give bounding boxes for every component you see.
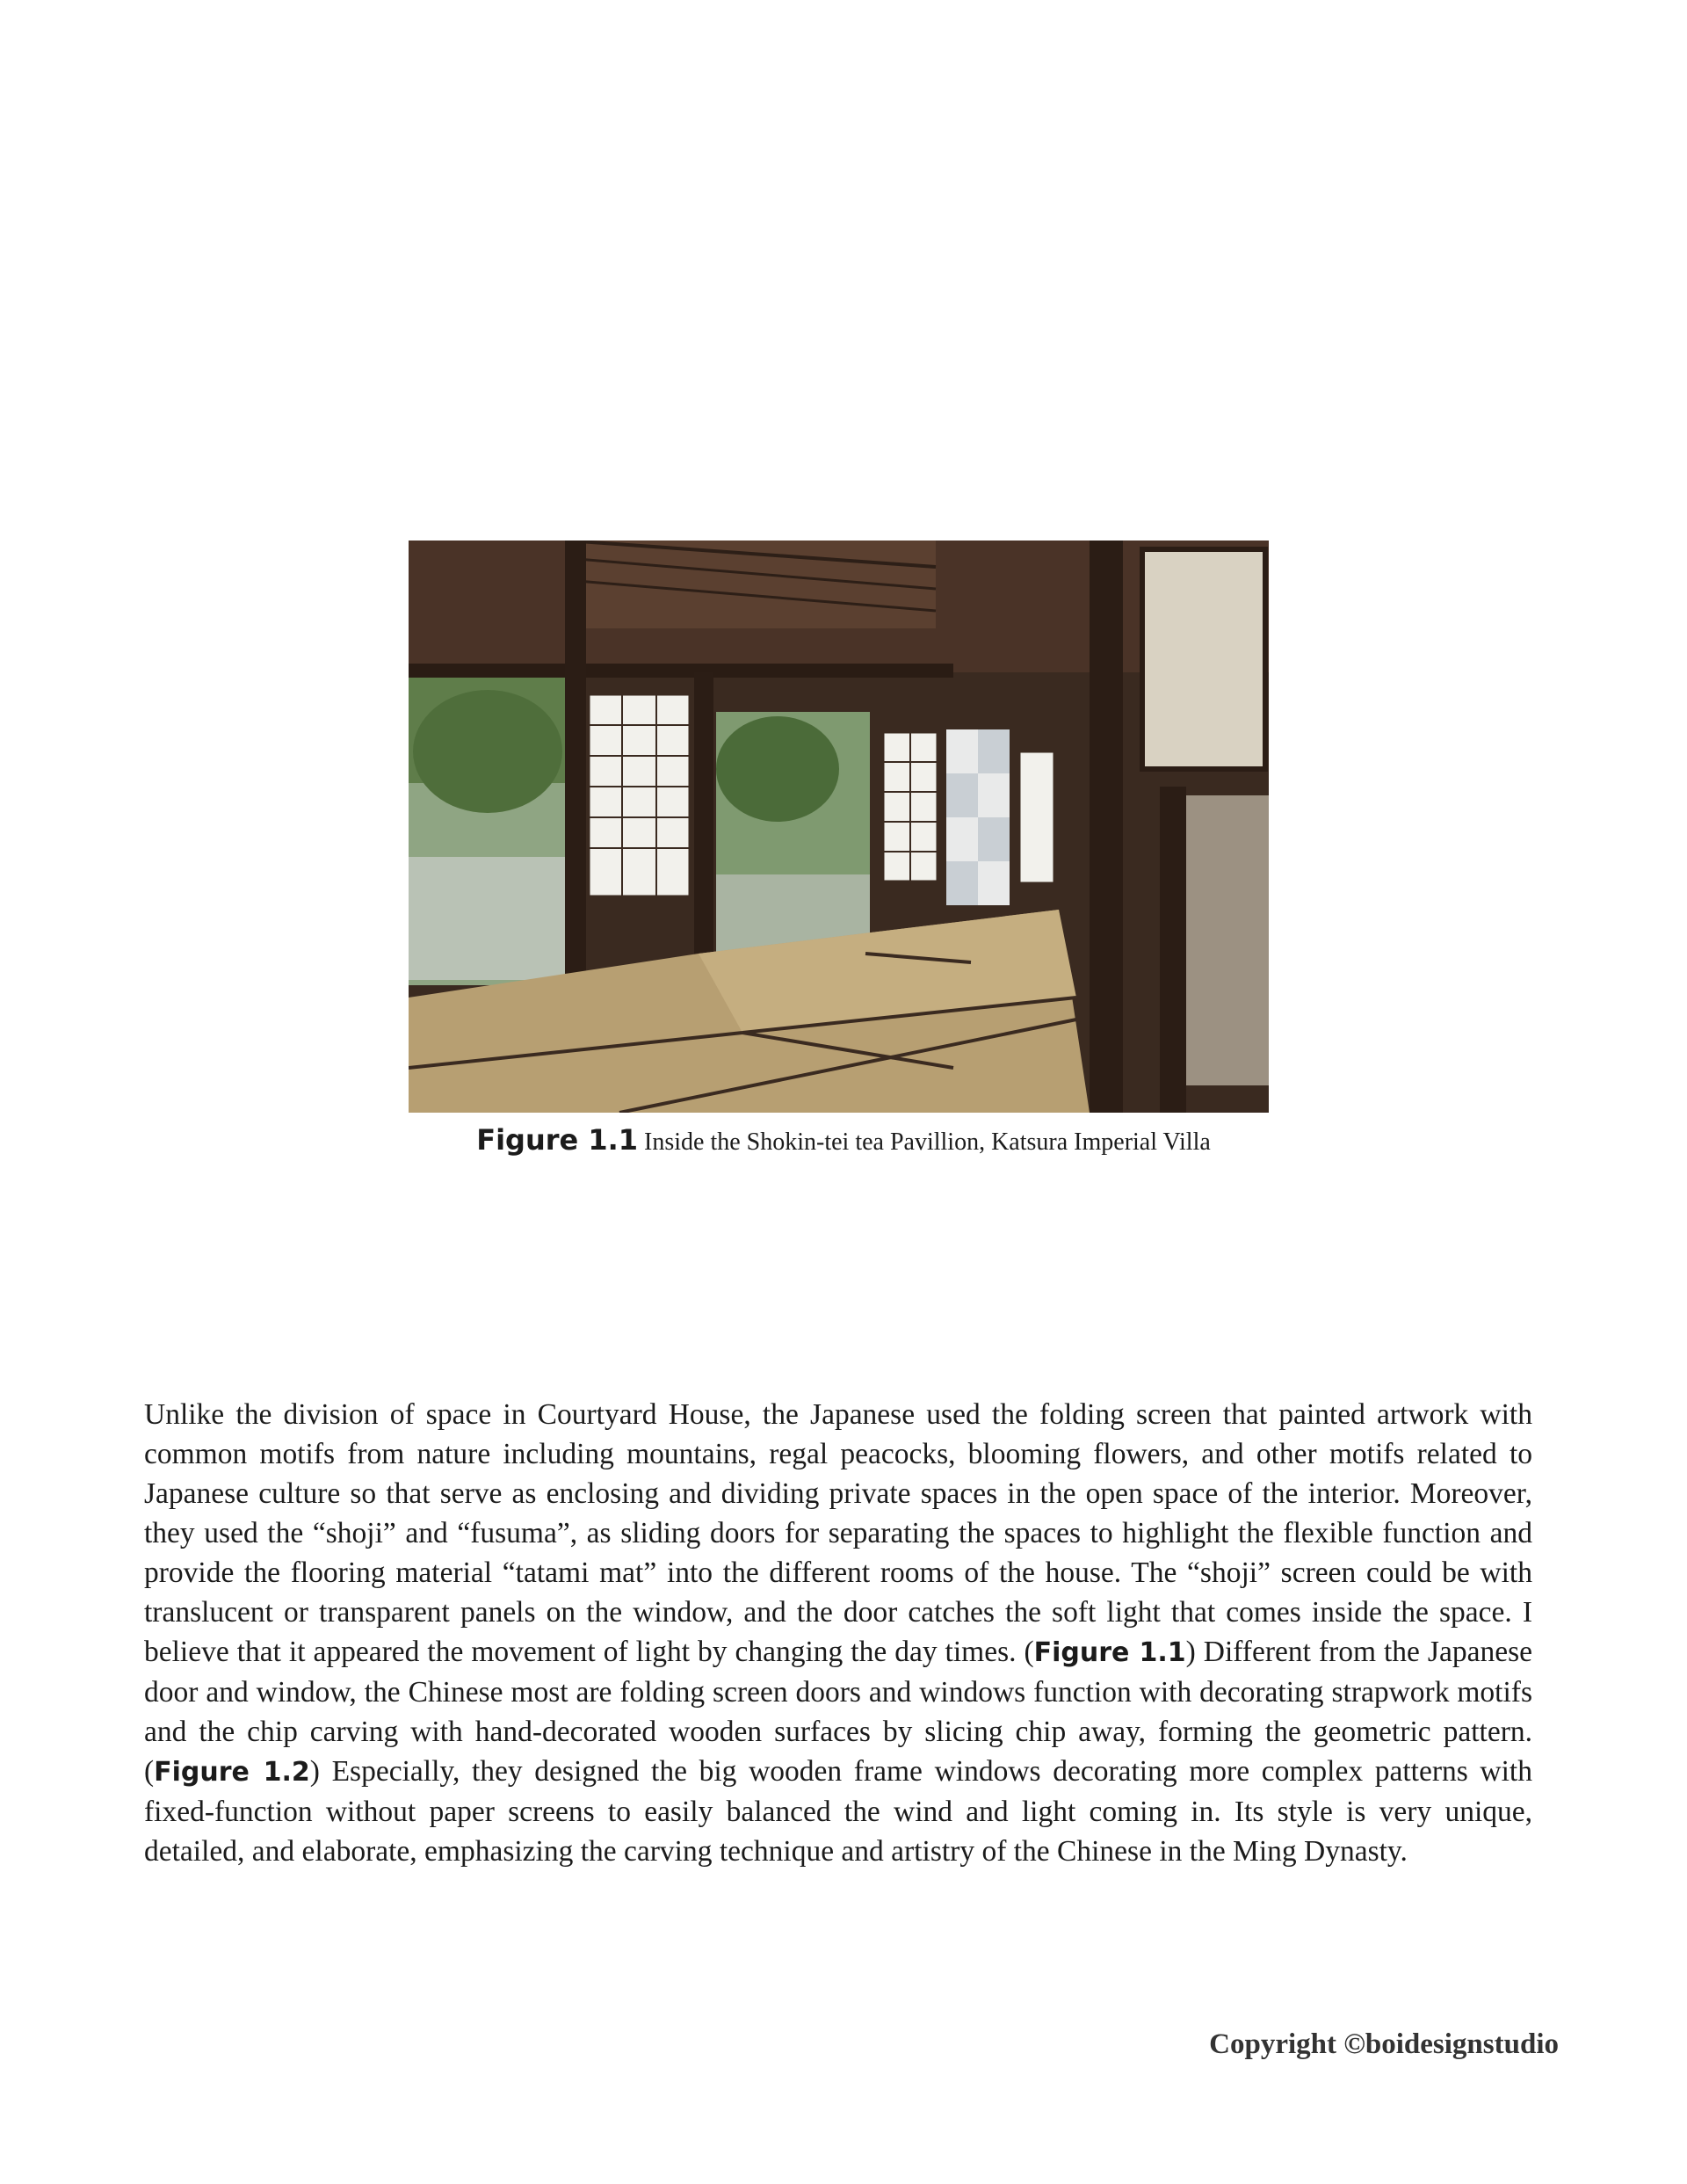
figure-reference-1: Figure 1.1 (1033, 1637, 1186, 1668)
body-text-part-2: ) Different from the Japanese door and window, the Chinese most are folding screen doors and windows function with decorating strapwork motifs and the chip carving with hand-decorated wooden surfaces by slicing chip away, forming the geometric pattern. ( (144, 1636, 1532, 1788)
figure-caption-text: Inside the Shokin-tei tea Pavillion, Katsura Imperial Villa (644, 1128, 1211, 1156)
body-text-part-1: Unlike the division of space in Courtyard House, the Japanese used the folding screen that painted artwork with common motifs from nature including mountains, regal peacocks, blooming flowers, and other motifs related to Japanese culture so that serve as enclosing and dividing private spaces in the open space of the interior. Moreover, they used the “shoji” and “fusuma”, as sliding doors for separating the spaces to highlight the flexible function and provide the flooring material “tatami mat” into the different rooms of the house. The “shoji” screen could be with translucent or transparent panels on the window, and the door catches the soft light that comes inside the space. I believe that it appeared the movement of light by changing the day times. ( (144, 1398, 1532, 1668)
figure-caption (0, 1123, 1687, 1157)
body-paragraph (144, 1395, 1532, 1871)
figure-label: Figure 1.1 (476, 1123, 639, 1157)
body-text-part-3: ) Especially, they designed the big wooden frame windows decorating more complex patterns with fixed-function without paper screens to easily balanced the wind and light coming in. Its style is very unique, detailed, and elaborate, emphasizing the carving technique and artistry of the Chinese in the Ming Dynasty. (144, 1755, 1532, 1868)
figure-reference-2: Figure 1.2 (154, 1757, 310, 1788)
tea-pavilion-photo (409, 541, 1269, 1113)
figure-photo (409, 541, 1269, 1113)
copyright-notice: Copyright ©boidesignstudio (1209, 2028, 1559, 2060)
